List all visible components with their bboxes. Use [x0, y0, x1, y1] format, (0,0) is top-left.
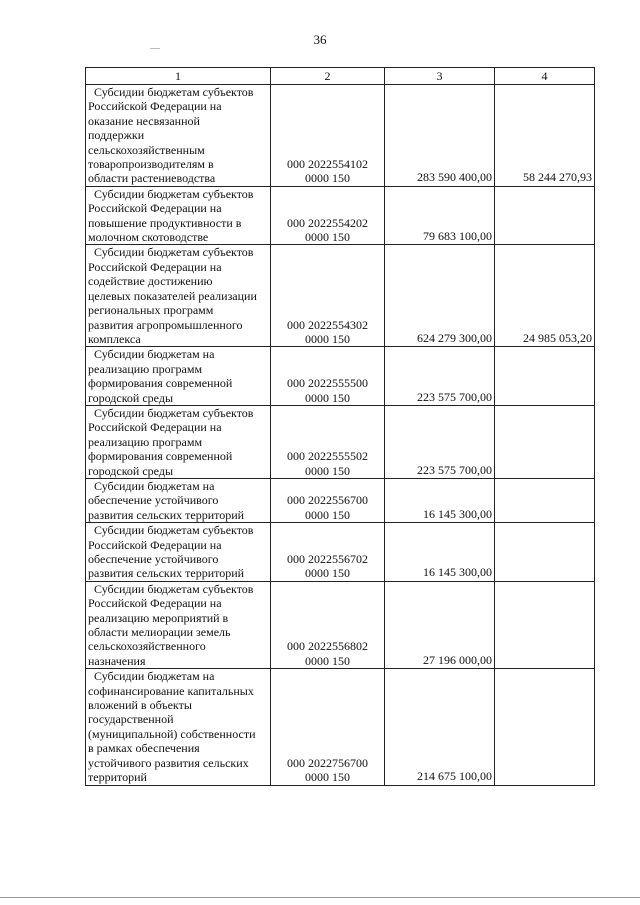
subsidy-name-line: сельскохозяйственного	[88, 639, 206, 654]
amount-col4-cell: 24 985 053,20	[495, 245, 595, 347]
subsidy-name-line: Российской Федерации на	[88, 537, 222, 552]
amount-col4-cell	[495, 523, 595, 582]
budget-code-line: 0000 150	[305, 653, 350, 668]
subsidy-name-line: Субсидии бюджетам субъектов	[94, 405, 254, 420]
budget-table	[85, 67, 595, 786]
amount-col3-cell: 624 279 300,00	[385, 245, 495, 347]
subsidy-name-cell	[86, 478, 271, 522]
subsidy-name-cell	[86, 669, 271, 785]
subsidy-name-line: молочном скотоводстве	[88, 230, 209, 245]
budget-code-line: 0000 150	[305, 507, 350, 522]
subsidy-name-line: назначения	[88, 653, 146, 668]
subsidy-name-line: (муниципальной) собственности	[88, 726, 256, 741]
amount-col3-cell: 283 590 400,00	[385, 85, 495, 187]
amount-col4-cell	[495, 186, 595, 245]
subsidy-name-line: софинансирование капитальных	[88, 683, 254, 698]
subsidy-name-cell	[86, 523, 271, 582]
budget-code-cell	[271, 405, 385, 478]
subsidy-name-line: Субсидии бюджетам субъектов	[94, 186, 254, 201]
subsidy-name-line: Субсидии бюджетам субъектов	[94, 523, 254, 538]
budget-code-cell	[271, 347, 385, 406]
subsidy-name-line: Российской Федерации на	[88, 420, 222, 435]
budget-code-line: 000 2022556700	[287, 493, 368, 508]
table-row	[86, 478, 595, 522]
subsidy-name-line: Российской Федерации на	[88, 259, 222, 274]
subsidy-name-line: формирования современной	[88, 449, 233, 464]
budget-code-cell	[271, 245, 385, 347]
subsidy-name-line: формирования современной	[88, 376, 233, 391]
budget-code-cell	[271, 523, 385, 582]
table-row	[86, 405, 595, 478]
header-row	[86, 68, 595, 85]
amount-col4-cell	[495, 581, 595, 668]
subsidy-name-line: вложений в объекты	[88, 698, 192, 713]
table-row	[86, 581, 595, 668]
amount-col4-cell	[495, 478, 595, 522]
budget-code-line: 000 2022556702	[287, 552, 368, 566]
subsidy-name-line: реализацию программ	[88, 434, 203, 449]
subsidy-name-line: территорий	[88, 770, 147, 785]
amount-col4-cell	[495, 405, 595, 478]
subsidy-name-line: области мелиорации земель	[88, 625, 231, 640]
budget-code-line: 000 2022555502	[287, 449, 368, 464]
amount-col3-cell: 223 575 700,00	[385, 347, 495, 406]
budget-code-line: 0000 150	[305, 390, 350, 405]
table-row	[86, 347, 595, 406]
amount-col3-cell: 16 145 300,00	[385, 523, 495, 582]
subsidy-name-line: Субсидии бюджетам субъектов	[94, 581, 254, 596]
column-header-4: 4	[495, 68, 595, 85]
budget-code-line: 0000 150	[305, 566, 350, 581]
subsidy-name-line: Российской Федерации на	[88, 201, 222, 216]
table-row	[86, 85, 595, 187]
table-row	[86, 669, 595, 785]
amount-col3-cell: 27 196 000,00	[385, 581, 495, 668]
subsidy-name-line: товаропроизводителям в	[88, 157, 214, 172]
budget-code-line: 0000 150	[305, 331, 350, 346]
budget-code-line: 0000 150	[305, 230, 350, 245]
subsidy-name-cell	[86, 347, 271, 406]
subsidy-name-line: реализацию мероприятий в	[88, 610, 229, 625]
subsidy-name-line: региональных программ	[88, 303, 214, 318]
amount-col3-cell: 214 675 100,00	[385, 669, 495, 785]
subsidy-name-line: повышение продуктивности в	[88, 215, 242, 230]
budget-code-cell	[271, 186, 385, 245]
subsidy-name-line: обеспечение устойчивого	[88, 552, 219, 566]
budget-code-line: 000 2022554102	[287, 157, 368, 172]
subsidy-name-line: городской среды	[88, 463, 174, 478]
subsidy-name-line: развития агропромышленного	[88, 317, 243, 332]
subsidy-name-line: государственной	[88, 712, 174, 727]
budget-code-line: 0000 150	[305, 770, 350, 785]
subsidy-name-line: Субсидии бюджетам субъектов	[94, 85, 254, 99]
subsidy-name-line: развития сельских территорий	[88, 507, 245, 522]
subsidy-name-line: в рамках обеспечения	[88, 741, 200, 756]
budget-code-line: 0000 150	[305, 463, 350, 478]
subsidy-name-line: содействие достижению	[88, 274, 213, 289]
budget-code-line: 0000 150	[305, 171, 350, 186]
table-row	[86, 523, 595, 582]
subsidy-name-line: городской среды	[88, 390, 174, 405]
subsidy-name-cell	[86, 405, 271, 478]
subsidy-name-line: Субсидии бюджетам на	[94, 669, 215, 684]
subsidy-name-cell	[86, 85, 271, 187]
page-bottom-edge	[0, 897, 640, 898]
column-header-2: 2	[271, 68, 385, 85]
subsidy-name-line: Субсидии бюджетам на	[94, 347, 215, 362]
table-row	[86, 245, 595, 347]
page-number: 36	[313, 32, 327, 47]
budget-code-line: 000 2022554202	[287, 215, 368, 230]
subsidy-name-line: сельскохозяйственным	[88, 142, 205, 157]
subsidy-name-line: обеспечение устойчивого	[88, 493, 219, 508]
table-row	[86, 186, 595, 245]
column-header-3: 3	[385, 68, 495, 85]
subsidy-name-line: Российской Федерации на	[88, 99, 222, 114]
amount-col3-cell: 16 145 300,00	[385, 478, 495, 522]
amount-col4-cell	[495, 347, 595, 406]
budget-code-line: 000 2022554302	[287, 317, 368, 332]
budget-code-cell	[271, 581, 385, 668]
subsidy-name-line: комплекса	[88, 331, 141, 346]
amount-col3-cell: 223 575 700,00	[385, 405, 495, 478]
amount-col3-cell: 79 683 100,00	[385, 186, 495, 245]
subsidy-name-cell	[86, 245, 271, 347]
budget-code-line: 000 2022756700	[287, 755, 368, 770]
column-header-1: 1	[86, 68, 271, 85]
subsidy-name-line: области растениеводства	[88, 171, 216, 186]
amount-col4-cell	[495, 669, 595, 785]
budget-code-line: 000 2022555500	[287, 376, 368, 391]
subsidy-name-line: реализацию программ	[88, 361, 203, 376]
budget-code-cell	[271, 478, 385, 522]
amount-col4-cell: 58 244 270,93	[495, 85, 595, 187]
scan-mark	[150, 48, 160, 49]
budget-code-cell	[271, 85, 385, 187]
subsidy-name-line: целевых показателей реализации	[88, 288, 257, 303]
subsidy-name-cell	[86, 581, 271, 668]
subsidy-name-cell	[86, 186, 271, 245]
budget-code-cell	[271, 669, 385, 785]
subsidy-name-line: Субсидии бюджетам субъектов	[94, 245, 254, 260]
subsidy-name-line: развития сельских территорий	[88, 566, 245, 581]
subsidy-name-line: поддержки	[88, 128, 145, 143]
subsidy-name-line: Субсидии бюджетам на	[94, 478, 215, 493]
budget-code-line: 000 2022556802	[287, 639, 368, 654]
subsidy-name-line: Российской Федерации на	[88, 596, 222, 611]
subsidy-name-line: оказание несвязанной	[88, 113, 200, 128]
subsidy-name-line: устойчивого развития сельских	[88, 755, 249, 770]
